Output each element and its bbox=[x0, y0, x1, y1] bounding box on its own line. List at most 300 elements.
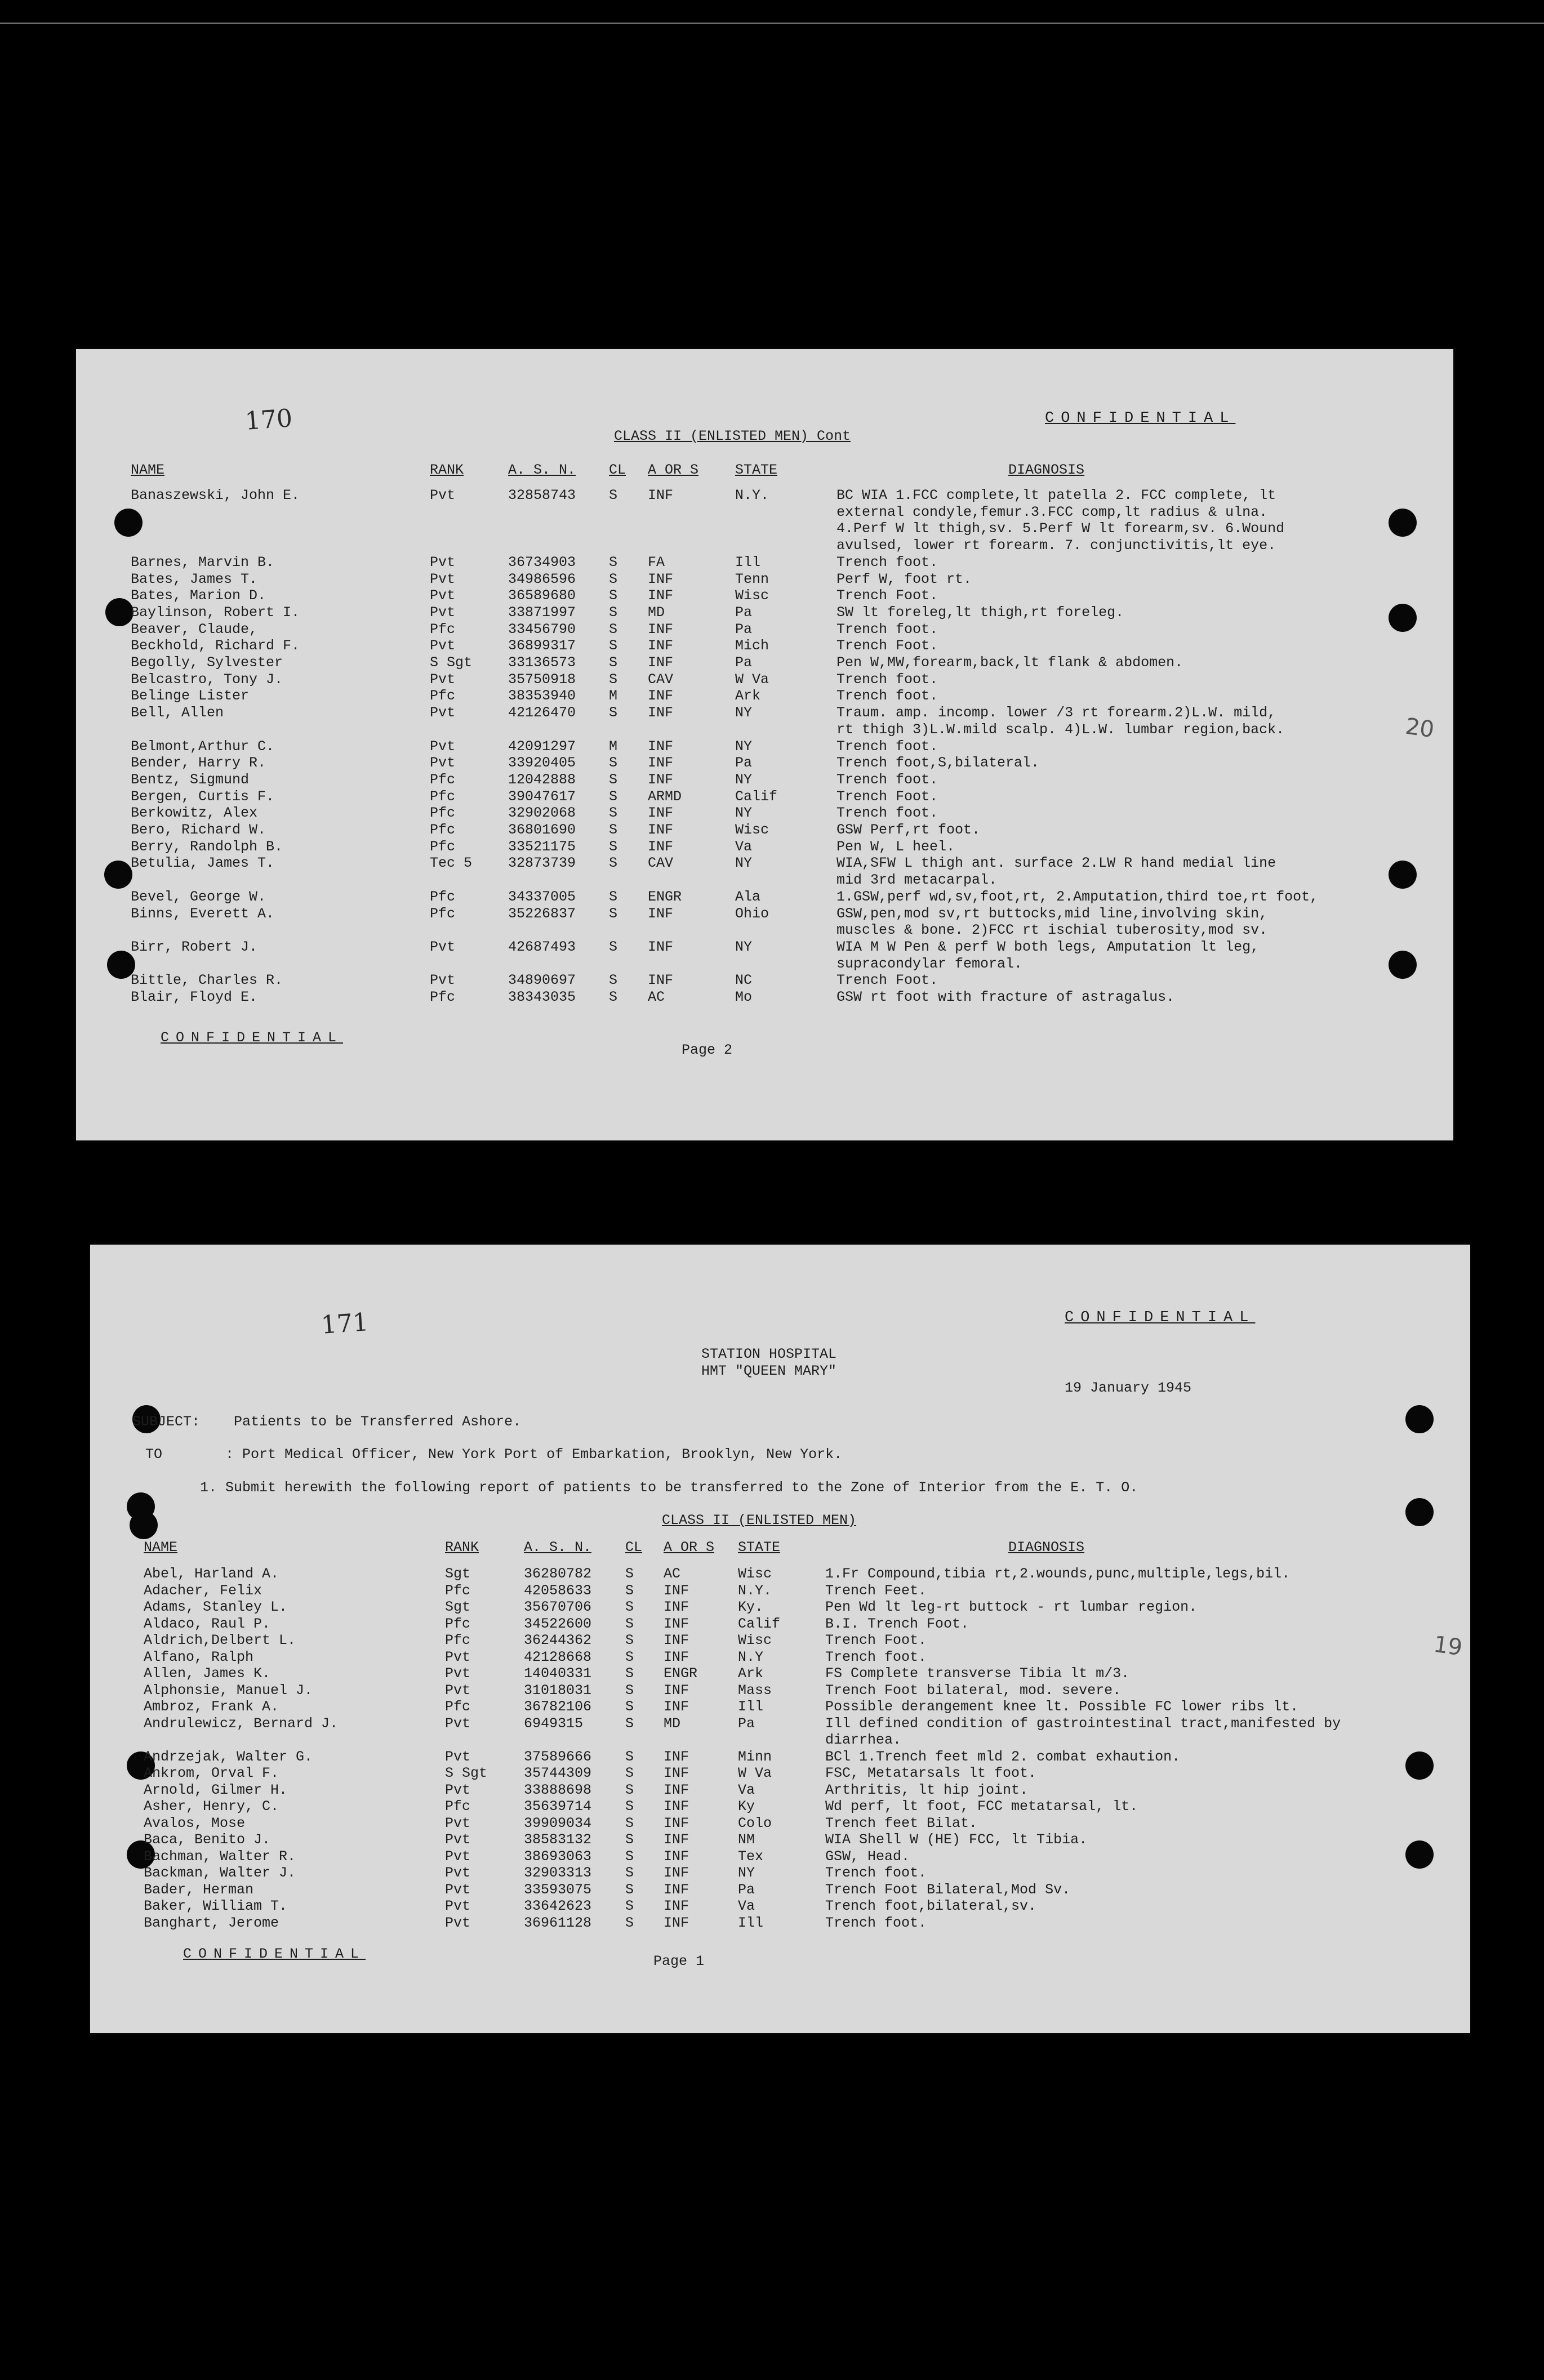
cell-diagnosis: Trench foot. bbox=[825, 1648, 927, 1665]
cell-state: N.Y. bbox=[738, 1582, 772, 1599]
cell-cl: S bbox=[625, 1582, 634, 1599]
cell-diagnosis: Perf W, foot rt. bbox=[836, 571, 972, 587]
cell-state: Wisc bbox=[738, 1632, 772, 1648]
cell-cl: S bbox=[609, 638, 618, 654]
cell-asn: 38693063 bbox=[524, 1848, 592, 1865]
cell-cl: S bbox=[609, 571, 618, 587]
document-page-upper bbox=[76, 349, 1453, 1140]
cell-aors: ENGR bbox=[648, 888, 682, 905]
cell-state: Mich bbox=[735, 638, 769, 654]
cell-aors: INF bbox=[648, 654, 674, 671]
cell-cl: S bbox=[609, 888, 618, 905]
cell-cl: S bbox=[625, 1715, 634, 1732]
letter-date: 19 January 1945 bbox=[1065, 1380, 1192, 1396]
cell-aors: INF bbox=[664, 1831, 689, 1848]
cell-diagnosis: Trench foot. bbox=[836, 671, 938, 688]
cell-name: Alfano, Ralph bbox=[144, 1648, 254, 1665]
cell-name: Adacher, Felix bbox=[144, 1582, 262, 1599]
cell-aors: INF bbox=[648, 738, 674, 755]
cell-cl: S bbox=[609, 972, 618, 989]
cell-asn: 34890697 bbox=[508, 972, 576, 989]
punch-hole bbox=[1405, 1840, 1434, 1869]
cell-rank: Pvt bbox=[445, 1881, 471, 1898]
cell-diagnosis: avulsed, lower rt forearm. 7. conjunctivitis,lt eye. bbox=[836, 537, 1276, 554]
cell-rank: Pfc bbox=[430, 888, 456, 905]
cell-aors: INF bbox=[648, 838, 674, 855]
cell-aors: INF bbox=[648, 755, 674, 772]
punch-hole bbox=[114, 509, 143, 537]
cell-diagnosis: Pen Wd lt leg-rt buttock - rt lumbar region. bbox=[825, 1599, 1198, 1615]
document-page-lower bbox=[90, 1245, 1470, 2033]
cell-cl: S bbox=[609, 654, 618, 671]
cell-cl: S bbox=[609, 938, 618, 955]
cell-cl: S bbox=[609, 855, 618, 872]
cell-cl: S bbox=[609, 822, 618, 838]
cell-state: W Va bbox=[738, 1765, 772, 1781]
cell-asn: 6949315 bbox=[524, 1715, 584, 1732]
cell-rank: Pvt bbox=[445, 1715, 471, 1732]
hospital-name: STATION HOSPITAL bbox=[701, 1346, 837, 1362]
cell-aors: INF bbox=[664, 1781, 689, 1798]
column-header-diagnosis: DIAGNOSIS bbox=[1008, 1539, 1085, 1556]
cell-name: Bentz, Sigmund bbox=[131, 771, 250, 788]
cell-aors: INF bbox=[648, 972, 674, 989]
punch-hole bbox=[104, 861, 132, 889]
cell-state: Tex bbox=[738, 1848, 764, 1865]
cell-name: Aldaco, Raul P. bbox=[144, 1615, 271, 1632]
cell-name: Banaszewski, John E. bbox=[131, 487, 300, 503]
cell-state: NC bbox=[735, 972, 753, 989]
cell-aors: INF bbox=[648, 938, 674, 955]
cell-diagnosis: Trench foot,bilateral,sv. bbox=[825, 1898, 1037, 1914]
cell-rank: Pvt bbox=[445, 1914, 471, 1931]
cell-name: Adams, Stanley L. bbox=[144, 1599, 288, 1615]
cell-diagnosis: Trench Foot Bilateral,Mod Sv. bbox=[825, 1881, 1071, 1898]
cell-state: Ky bbox=[738, 1798, 755, 1815]
column-header-aors: A OR S bbox=[648, 462, 699, 478]
cell-diagnosis: Trench Foot. bbox=[836, 972, 938, 989]
cell-state: NY bbox=[738, 1865, 755, 1881]
cell-state: Ill bbox=[738, 1914, 764, 1931]
cell-asn: 36782106 bbox=[524, 1699, 592, 1715]
cell-aors: INF bbox=[664, 1898, 689, 1914]
cell-asn: 39909034 bbox=[524, 1815, 592, 1831]
cell-aors: INF bbox=[648, 638, 674, 654]
cell-rank: Pfc bbox=[430, 989, 456, 1005]
cell-asn: 37589666 bbox=[524, 1748, 592, 1765]
cell-name: Asher, Henry, C. bbox=[144, 1798, 279, 1815]
cell-aors: INF bbox=[664, 1914, 689, 1931]
column-header-rank: RANK bbox=[445, 1539, 479, 1556]
cell-name: Belmont,Arthur C. bbox=[131, 738, 275, 755]
cell-cl: S bbox=[609, 554, 618, 571]
cell-diagnosis: FS Complete transverse Tibia lt m/3. bbox=[825, 1665, 1130, 1682]
cell-cl: S bbox=[609, 587, 618, 604]
cell-asn: 33888698 bbox=[524, 1781, 592, 1798]
cell-cl: S bbox=[625, 1765, 634, 1781]
cell-state: Pa bbox=[735, 604, 753, 621]
cell-aors: INF bbox=[664, 1599, 689, 1615]
cell-name: Binns, Everett A. bbox=[131, 905, 275, 922]
cell-diagnosis: GSW,pen,mod sv,rt buttocks,mid line,involving skin, bbox=[836, 905, 1268, 922]
cell-cl: S bbox=[625, 1848, 634, 1865]
cell-rank: Pvt bbox=[445, 1848, 471, 1865]
cell-cl: S bbox=[625, 1615, 634, 1632]
cell-state: NM bbox=[738, 1831, 755, 1848]
cell-rank: Pfc bbox=[430, 905, 456, 922]
cell-asn: 36899317 bbox=[508, 638, 576, 654]
cell-diagnosis: Possible derangement knee lt. Possible FC lower ribs lt. bbox=[825, 1699, 1299, 1715]
cell-name: Arnold, Gilmer H. bbox=[144, 1781, 288, 1798]
cell-asn: 36734903 bbox=[508, 554, 576, 571]
cell-rank: Pvt bbox=[430, 671, 456, 688]
cell-cl: S bbox=[609, 771, 618, 788]
cell-name: Bevel, George W. bbox=[131, 888, 266, 905]
cell-aors: INF bbox=[664, 1632, 689, 1648]
cell-asn: 33456790 bbox=[508, 621, 576, 638]
folio-number: 170 bbox=[244, 404, 293, 436]
cell-rank: Pfc bbox=[430, 788, 456, 805]
cell-state: Wisc bbox=[735, 822, 769, 838]
cell-asn: 38353940 bbox=[508, 688, 576, 705]
cell-diagnosis: Trench foot. bbox=[836, 805, 938, 822]
cell-cl: S bbox=[609, 621, 618, 638]
cell-name: Baylinson, Robert I. bbox=[131, 604, 300, 621]
cell-diagnosis: diarrhea. bbox=[825, 1732, 902, 1748]
cell-aors: ARMD bbox=[648, 788, 682, 805]
cell-diagnosis: Trench foot. bbox=[836, 771, 938, 788]
cell-diagnosis: Trench foot. bbox=[825, 1865, 927, 1881]
cell-cl: S bbox=[609, 788, 618, 805]
cell-aors: INF bbox=[664, 1815, 689, 1831]
cell-diagnosis: WIA M W Pen & perf W both legs, Amputation lt leg, bbox=[836, 938, 1260, 955]
subject-label: SUBJECT: bbox=[132, 1414, 201, 1430]
cell-diagnosis: Pen W, L heel. bbox=[836, 838, 955, 855]
cell-name: Baker, William T. bbox=[144, 1898, 288, 1914]
punch-hole bbox=[1389, 951, 1417, 979]
punch-hole bbox=[105, 598, 134, 626]
cell-name: Alphonsie, Manuel J. bbox=[144, 1682, 313, 1699]
cell-asn: 35639714 bbox=[524, 1798, 592, 1815]
cell-rank: Pvt bbox=[430, 571, 456, 587]
body-paragraph: 1. Submit herewith the following report of patients to be transferred to the Zone of Interior from the E. T. O. bbox=[200, 1479, 1138, 1496]
cell-name: Belinge Lister bbox=[131, 688, 250, 705]
cell-state: Ark bbox=[735, 688, 761, 705]
cell-state: N.Y bbox=[738, 1648, 764, 1665]
cell-aors: INF bbox=[648, 905, 674, 922]
cell-name: Bader, Herman bbox=[144, 1881, 254, 1898]
cell-state: Ala bbox=[735, 888, 761, 905]
cell-name: Birr, Robert J. bbox=[131, 938, 258, 955]
cell-rank: Pvt bbox=[430, 587, 456, 604]
cell-aors: AC bbox=[664, 1566, 681, 1582]
cell-cl: S bbox=[609, 805, 618, 822]
cell-asn: 35744309 bbox=[524, 1765, 592, 1781]
cell-asn: 31018031 bbox=[524, 1682, 592, 1699]
cell-asn: 39047617 bbox=[508, 788, 576, 805]
cell-state: NY bbox=[735, 738, 753, 755]
cell-name: Baca, Benito J. bbox=[144, 1831, 271, 1848]
cell-rank: Pfc bbox=[445, 1699, 471, 1715]
cell-asn: 33521175 bbox=[508, 838, 576, 855]
column-header-aors: A OR S bbox=[664, 1539, 715, 1556]
cell-asn: 32858743 bbox=[508, 487, 576, 503]
cell-diagnosis: muscles & bone. 2)FCC rt ischial tuberosity,mod sv. bbox=[836, 922, 1268, 939]
cell-rank: Sgt bbox=[445, 1566, 471, 1582]
cell-aors: INF bbox=[648, 688, 674, 705]
cell-name: Blair, Floyd E. bbox=[131, 989, 258, 1005]
cell-name: Berry, Randolph B. bbox=[131, 838, 283, 855]
cell-aors: INF bbox=[664, 1582, 689, 1599]
cell-asn: 33136573 bbox=[508, 654, 576, 671]
cell-rank: Pvt bbox=[445, 1831, 471, 1848]
cell-aors: FA bbox=[648, 554, 665, 571]
cell-name: Belcastro, Tony J. bbox=[131, 671, 283, 688]
column-header-cl: CL bbox=[625, 1539, 643, 1556]
page-number: Page 1 bbox=[653, 1953, 705, 1969]
cell-cl: S bbox=[625, 1798, 634, 1815]
cell-diagnosis: WIA,SFW L thigh ant. surface 2.LW R hand medial line bbox=[836, 855, 1276, 872]
cell-cl: S bbox=[625, 1898, 634, 1914]
cell-name: Andrulewicz, Bernard J. bbox=[144, 1715, 339, 1732]
cell-state: NY bbox=[735, 805, 753, 822]
cell-name: Bell, Allen bbox=[131, 705, 224, 721]
cell-diagnosis: Trench foot. bbox=[825, 1914, 927, 1931]
cell-aors: CAV bbox=[648, 671, 674, 688]
cell-aors: INF bbox=[664, 1881, 689, 1898]
cell-diagnosis: GSW, Head. bbox=[825, 1848, 910, 1865]
punch-hole bbox=[1389, 861, 1417, 889]
cell-cl: S bbox=[625, 1699, 634, 1715]
cell-rank: Pvt bbox=[430, 755, 456, 772]
cell-diagnosis: Wd perf, lt foot, FCC metatarsal, lt. bbox=[825, 1798, 1138, 1815]
to-label: TO bbox=[145, 1446, 163, 1463]
cell-diagnosis: Trench foot. bbox=[836, 688, 938, 705]
cell-diagnosis: GSW Perf,rt foot. bbox=[836, 822, 981, 838]
cell-cl: S bbox=[609, 755, 618, 772]
cell-rank: Pfc bbox=[445, 1798, 471, 1815]
cell-asn: 32903313 bbox=[524, 1865, 592, 1881]
punch-hole bbox=[1389, 604, 1417, 632]
cell-rank: Tec 5 bbox=[430, 855, 473, 872]
cell-rank: Pvt bbox=[445, 1898, 471, 1914]
cell-name: Backman, Walter J. bbox=[144, 1865, 296, 1881]
cell-name: Abel, Harland A. bbox=[144, 1566, 279, 1582]
cell-diagnosis: Trench Foot bilateral, mod. severe. bbox=[825, 1682, 1122, 1699]
cell-cl: S bbox=[609, 487, 618, 503]
cell-diagnosis: Arthritis, lt hip joint. bbox=[825, 1781, 1029, 1798]
column-header-asn: A. S. N. bbox=[508, 462, 576, 478]
cell-diagnosis: Trench Foot. bbox=[836, 638, 938, 654]
cell-rank: Pvt bbox=[430, 738, 456, 755]
cell-asn: 35226837 bbox=[508, 905, 576, 922]
cell-name: Banghart, Jerome bbox=[144, 1914, 279, 1931]
cell-aors: INF bbox=[648, 705, 674, 721]
cell-rank: Pvt bbox=[430, 938, 456, 955]
cell-rank: S Sgt bbox=[445, 1765, 488, 1781]
cell-diagnosis: GSW rt foot with fracture of astragalus. bbox=[836, 989, 1175, 1005]
cell-name: Berkowitz, Alex bbox=[131, 805, 258, 822]
cell-name: Aldrich,Delbert L. bbox=[144, 1632, 296, 1648]
cell-aors: INF bbox=[648, 571, 674, 587]
cell-state: Mo bbox=[735, 989, 753, 1005]
cell-aors: INF bbox=[648, 771, 674, 788]
column-header-state: STATE bbox=[738, 1539, 781, 1556]
cell-state: Ky. bbox=[738, 1599, 764, 1615]
cell-cl: S bbox=[625, 1781, 634, 1798]
cell-diagnosis: Trench Foot. bbox=[836, 587, 938, 604]
cell-state: Pa bbox=[735, 621, 753, 638]
punch-hole bbox=[1405, 1405, 1434, 1433]
cell-state: Pa bbox=[735, 654, 753, 671]
cell-diagnosis: rt thigh 3)L.W.mild scalp. 4)L.W. lumbar region,back. bbox=[836, 721, 1285, 738]
cell-rank: Pvt bbox=[430, 638, 456, 654]
subject-text: Patients to be Transferred Ashore. bbox=[234, 1414, 522, 1430]
cell-aors: MD bbox=[648, 604, 665, 621]
cell-state: Ill bbox=[738, 1699, 764, 1715]
cell-diagnosis: Trench Feet. bbox=[825, 1582, 927, 1599]
cell-asn: 42128668 bbox=[524, 1648, 592, 1665]
cell-asn: 38583132 bbox=[524, 1831, 592, 1848]
to-text: Port Medical Officer, New York Port of Embarkation, Brooklyn, New York. bbox=[242, 1446, 843, 1463]
cell-name: Bates, James T. bbox=[131, 571, 258, 587]
cell-aors: INF bbox=[664, 1798, 689, 1815]
column-header-name: NAME bbox=[131, 462, 165, 478]
confidential-footer: CONFIDENTIAL bbox=[183, 1946, 366, 1962]
cell-state: Calif bbox=[735, 788, 778, 805]
punch-hole bbox=[130, 1511, 158, 1539]
cell-rank: Pvt bbox=[430, 554, 456, 571]
cell-state: Minn bbox=[738, 1748, 772, 1765]
cell-asn: 33920405 bbox=[508, 755, 576, 772]
cell-rank: Pvt bbox=[445, 1682, 471, 1699]
cell-name: Begolly, Sylvester bbox=[131, 654, 283, 671]
cell-asn: 32873739 bbox=[508, 855, 576, 872]
cell-state: Va bbox=[738, 1781, 755, 1798]
cell-rank: Pvt bbox=[445, 1815, 471, 1831]
cell-aors: AC bbox=[648, 989, 665, 1005]
confidential-header: CONFIDENTIAL bbox=[1045, 410, 1236, 427]
cell-diagnosis: SW lt foreleg,lt thigh,rt foreleg. bbox=[836, 604, 1124, 621]
punch-hole bbox=[1389, 509, 1417, 537]
cell-aors: INF bbox=[664, 1682, 689, 1699]
cell-state: Wisc bbox=[735, 587, 769, 604]
cell-name: Betulia, James T. bbox=[131, 855, 275, 872]
cell-diagnosis: BC WIA 1.FCC complete,lt patella 2. FCC complete, lt bbox=[836, 487, 1276, 503]
cell-cl: S bbox=[625, 1815, 634, 1831]
cell-aors: INF bbox=[664, 1615, 689, 1632]
cell-asn: 34337005 bbox=[508, 888, 576, 905]
cell-aors: MD bbox=[664, 1715, 681, 1732]
margin-mark: 20 bbox=[1404, 713, 1436, 743]
cell-name: Bachman, Walter R. bbox=[144, 1848, 296, 1865]
cell-diagnosis: Trench foot. bbox=[836, 554, 938, 571]
cell-name: Ankrom, Orval F. bbox=[144, 1765, 279, 1781]
cell-rank: Pvt bbox=[445, 1748, 471, 1765]
punch-hole bbox=[1405, 1751, 1434, 1780]
ship-name: HMT "QUEEN MARY" bbox=[701, 1363, 837, 1379]
cell-state: Tenn bbox=[735, 571, 769, 587]
cell-diagnosis: Ill defined condition of gastrointestinal tract,manifested by bbox=[825, 1715, 1341, 1732]
cell-cl: S bbox=[625, 1914, 634, 1931]
cell-cl: S bbox=[625, 1599, 634, 1615]
cell-asn: 33871997 bbox=[508, 604, 576, 621]
cell-state: W Va bbox=[735, 671, 769, 688]
cell-state: Ark bbox=[738, 1665, 764, 1682]
cell-name: Bero, Richard W. bbox=[131, 822, 266, 838]
cell-diagnosis: Trench foot,S,bilateral. bbox=[836, 755, 1040, 772]
cell-diagnosis: supracondylar femoral. bbox=[836, 955, 1023, 972]
cell-asn: 35750918 bbox=[508, 671, 576, 688]
cell-name: Allen, James K. bbox=[144, 1665, 271, 1682]
column-header-rank: RANK bbox=[430, 462, 464, 478]
cell-aors: INF bbox=[648, 822, 674, 838]
column-header-name: NAME bbox=[144, 1539, 178, 1556]
cell-state: Wisc bbox=[738, 1566, 772, 1582]
cell-cl: S bbox=[625, 1865, 634, 1881]
cell-rank: Pfc bbox=[445, 1582, 471, 1599]
cell-asn: 14040331 bbox=[524, 1665, 592, 1682]
cell-cl: S bbox=[609, 705, 618, 721]
cell-asn: 38343035 bbox=[508, 989, 576, 1005]
cell-diagnosis: 1.Fr Compound,tibia rt,2.wounds,punc,multiple,legs,bil. bbox=[825, 1566, 1291, 1582]
cell-name: Beckhold, Richard F. bbox=[131, 638, 300, 654]
cell-asn: 35670706 bbox=[524, 1599, 592, 1615]
cell-cl: S bbox=[625, 1632, 634, 1648]
confidential-footer: CONFIDENTIAL bbox=[161, 1029, 344, 1046]
cell-rank: S Sgt bbox=[430, 654, 473, 671]
cell-cl: S bbox=[625, 1648, 634, 1665]
cell-asn: 33593075 bbox=[524, 1881, 592, 1898]
cell-asn: 36280782 bbox=[524, 1566, 592, 1582]
cell-asn: 36589680 bbox=[508, 587, 576, 604]
cell-name: Bittle, Charles R. bbox=[131, 972, 283, 989]
cell-cl: S bbox=[625, 1566, 634, 1582]
cell-diagnosis: Trench feet Bilat. bbox=[825, 1815, 978, 1831]
punch-hole bbox=[1405, 1498, 1434, 1526]
cell-rank: Pfc bbox=[430, 621, 456, 638]
cell-name: Beaver, Claude, bbox=[131, 621, 258, 638]
cell-state: NY bbox=[735, 855, 753, 872]
cell-diagnosis: B.I. Trench Foot. bbox=[825, 1615, 969, 1632]
cell-state: NY bbox=[735, 938, 753, 955]
cell-state: N.Y. bbox=[735, 487, 769, 503]
cell-cl: S bbox=[625, 1748, 634, 1765]
page-number: Page 2 bbox=[682, 1042, 733, 1058]
cell-asn: 32902068 bbox=[508, 805, 576, 822]
cell-cl: M bbox=[609, 738, 618, 755]
class-title: CLASS II (ENLISTED MEN) Cont bbox=[614, 428, 851, 444]
cell-diagnosis: Pen W,MW,forearm,back,lt flank & abdomen. bbox=[836, 654, 1183, 671]
cell-aors: INF bbox=[664, 1848, 689, 1865]
cell-rank: Pfc bbox=[445, 1615, 471, 1632]
cell-cl: S bbox=[609, 671, 618, 688]
cell-cl: S bbox=[625, 1881, 634, 1898]
cell-cl: S bbox=[609, 838, 618, 855]
column-header-diagnosis: DIAGNOSIS bbox=[1008, 462, 1085, 478]
cell-rank: Pvt bbox=[430, 705, 456, 721]
cell-asn: 42687493 bbox=[508, 938, 576, 955]
cell-aors: INF bbox=[664, 1865, 689, 1881]
cell-state: Pa bbox=[738, 1881, 755, 1898]
cell-state: Va bbox=[735, 838, 753, 855]
cell-asn: 36244362 bbox=[524, 1632, 592, 1648]
cell-diagnosis: WIA Shell W (HE) FCC, lt Tibia. bbox=[825, 1831, 1088, 1848]
folio-number: 171 bbox=[320, 1308, 370, 1340]
cell-state: Calif bbox=[738, 1615, 781, 1632]
cell-cl: S bbox=[625, 1665, 634, 1682]
cell-asn: 36961128 bbox=[524, 1914, 592, 1931]
